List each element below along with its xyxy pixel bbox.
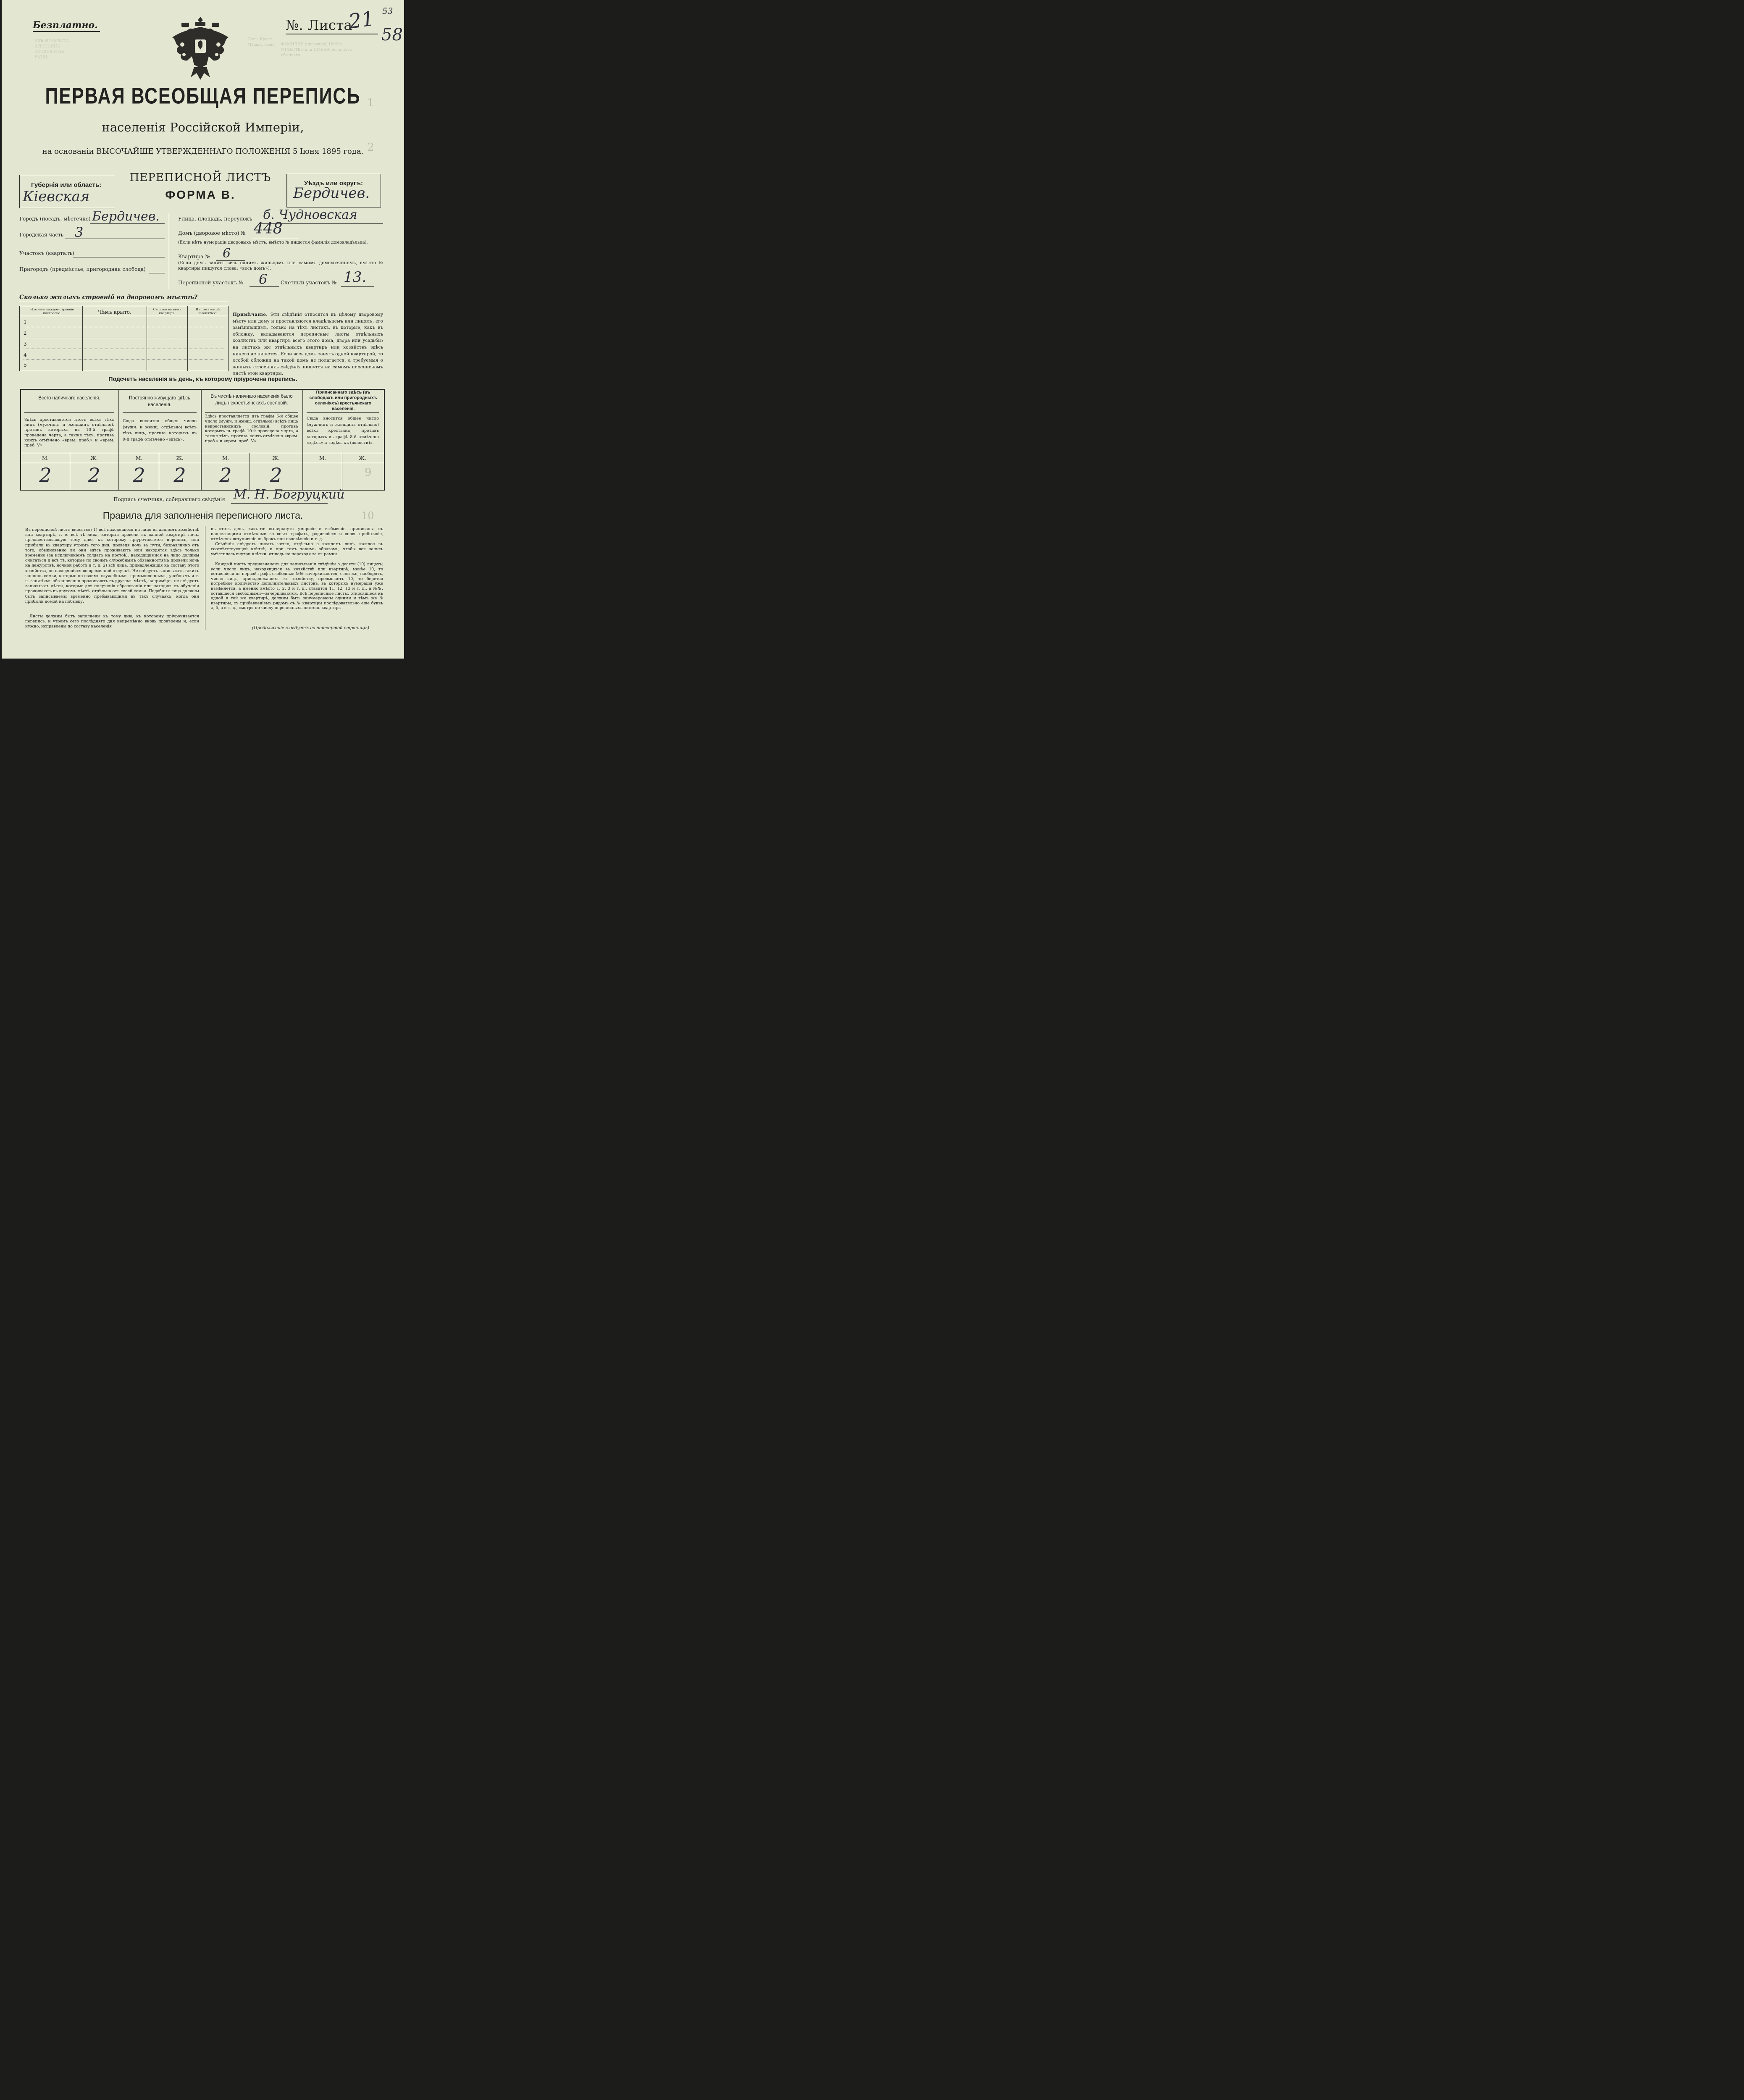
col1-m-label: М.	[42, 455, 49, 461]
count-col4-head: Приписаннаго здѣсь (въ слободахъ или пригородныхъ селеніяхъ) крестьянскаго населенія.	[309, 390, 377, 411]
note-block	[233, 312, 383, 377]
col3-f-label: Ж.	[272, 455, 280, 461]
count-col2-desc: Сюда вносится общее число (мужч. и женщ. отдѣльно) всѣхъ тѣхъ лицъ, противъ которыхъ въ 9-й графѣ отмѣчено «здѣсь».	[123, 419, 197, 442]
rules-right-para3: Каждый листъ предназначенъ для записыванія свѣдѣній о десяти (10) лицахъ; если число лицъ, находящихся въ хозяйствѣ или квартирѣ, менѣе 10, то оставшіеся въ первой графѣ свободные №№ зачеркиваются; если же, наоборотъ, число лицъ, принадлежащихъ къ хозяйству, превышаетъ 10, то берется потребное количество дополнительныхъ листовъ, въ которыхъ нумерація уже измѣняется, а именно вмѣсто 1, 2, 3 и т. д., ставится 11, 12, 13 и т. д., а №№, оставшіеся свободными—зачеркиваются. Всѣ переписные листы, относящіеся къ одной и той же квартирѣ, должны быть занумерованы одними и тѣмъ же № квартиры, съ прибавленіемъ рядомъ съ № квартиры послѣдовательно еще буквъ а, б, в и т. д., смотря по числу переписныхъ листовъ квартиры.	[211, 562, 383, 611]
count-title: Подсчетъ населенія въ день, къ которому пріурочена перепись.	[108, 375, 297, 382]
bleed-through-text: ИЗЪ ЕГО МѢСТА КРЕСТЬЯНЪ СОСЛОВІЯ ВЪ УѢЗДѢ	[34, 39, 69, 60]
quarter-label: Участокъ (кварталъ)	[19, 250, 74, 256]
rules-left-para2: Листы должны быть заполнены къ тому дню, къ которому пріурочивается перепись, и утромъ сего послѣдняго дня непремѣнно вновь провѣрены и, если нужно, исправлены по составу населенія	[25, 614, 199, 629]
suburb-label: Пригородъ (предмѣстье, пригородная слобода)	[19, 266, 146, 272]
form-type: ФОРМА В.	[165, 188, 236, 201]
bleed-row-number: 1	[367, 97, 374, 109]
house-note: (Если нѣтъ нумераціи дворовыхъ мѣстъ, вмѣсто № пишется фамилія домовладѣльца).	[178, 240, 368, 245]
col2-m-value[interactable]: 2	[133, 464, 145, 486]
count-head-underline	[123, 412, 197, 413]
col1-f-value[interactable]: 2	[88, 464, 100, 486]
note-text: Эти свѣдѣнія относятся къ цѣлому дворовому мѣсту или дому и проставляются владѣльцемъ или лицомъ, его замѣняющимъ, только на тѣхъ листахъ, въ которые, какъ въ обложку, вкладываются переписные листы отдѣльныхъ хозяйствъ или квартиръ всего этого дома, двора или усадьбы; на листахъ же отдѣльныхъ квартиръ или хозяйствъ здѣсь ничего не пишется. Если весь домъ занятъ одной квартирой, то особой обложки на такой домъ не полагается, а требуемыя о жилыхъ строеніяхъ свѣдѣнія пишутся на самомъ переписномъ листѣ этой квартиры.	[233, 312, 383, 376]
flat-value[interactable]: 6	[223, 246, 231, 261]
census-basis: на основаніи ВЫСОЧАЙШЕ УТВЕРЖДЕННАГО ПОЛОЖЕНІЯ 5 Іюня 1895 года.	[42, 147, 364, 156]
col4-f-label: Ж.	[359, 455, 366, 461]
bleed-row-number: 10	[361, 510, 374, 522]
rules-continued: (Продолженіе слѣдуетъ на четвертой страницѣ).	[252, 626, 371, 630]
buildings-row-number: 1	[24, 319, 27, 325]
house-value[interactable]: 448	[254, 220, 283, 237]
count-head-underline	[307, 412, 379, 413]
note-title: Примѣчаніе.	[233, 312, 268, 317]
col3-m-label: М.	[222, 455, 229, 461]
street-label: Улица, площадь, переулокъ	[178, 216, 252, 222]
count-col4-desc: Сюда вносится общее число (мужчинъ и женщинъ отдѣльно) всѣхъ крестьянъ, противъ которыхъ въ графѣ 8-й отмѣчено «здѣсь» и «здѣсь къ (волости)».	[307, 416, 379, 445]
counting-section-value[interactable]: 13.	[344, 269, 367, 286]
census-main-title: ПЕРВАЯ ВСЕОБЩАЯ ПЕРЕПИСЬ	[45, 83, 361, 109]
counting-section-line	[341, 286, 374, 287]
col3-m-value[interactable]: 2	[219, 464, 232, 486]
census-section-label: Переписной участокъ №	[178, 280, 244, 286]
rules-right-para1: въ этотъ день, какъ-то: вычеркнуты умершіе и выбывшіе, приписаны, съ надлежащими отмѣтками во всѣхъ графахъ, родившіеся и вновь прибывшіе, отмѣчены вступившіе въ бракъ или овдовѣвшіе и т. д.	[211, 527, 383, 541]
house-label: Домъ (дворовое мѣсто) №	[178, 230, 246, 236]
margin-note-top: 53	[382, 6, 393, 16]
free-label-underline	[33, 31, 100, 32]
province-value[interactable]: Кіевская	[23, 188, 90, 205]
census-subtitle: населенія Россійской Имперіи,	[102, 120, 304, 134]
imperial-eagle-emblem	[169, 14, 232, 81]
town-label: Городъ (посадъ, мѣстечко)	[19, 216, 91, 222]
margin-note-big: 58	[381, 25, 403, 45]
signature-label: Подпись счетчика, собиравшаго свѣдѣнія	[113, 496, 225, 502]
count-col2-head: Постоянно живущаго здѣсь населенія.	[129, 396, 191, 407]
county-value[interactable]: Бердичев.	[293, 185, 370, 202]
counting-section-label: Счетный участокъ №	[281, 280, 337, 286]
signature-value[interactable]: М. Н. Богруцкий	[234, 487, 345, 502]
count-col3-head: Въ числѣ наличнаго населенія было лицъ некрестьянскихъ сословій.	[210, 394, 293, 406]
col3-f-value[interactable]: 2	[270, 464, 282, 486]
count-head-underline	[205, 412, 298, 413]
col2-f-value[interactable]: 2	[173, 464, 186, 486]
bleed-row-number: 2	[367, 141, 374, 154]
col2-f-label: Ж.	[176, 455, 184, 461]
buildings-question: Сколько жилыхъ строеній на дворовомъ мѣстѣ?	[19, 294, 198, 301]
bleed-row-number: 9	[365, 466, 372, 479]
buildings-row-number: 3	[24, 341, 27, 347]
count-col3-desc: Здѣсь проставляется изъ графы 6-й общее число (мужч. и женщ. отдѣльно) всѣхъ лицъ некрестьянскихъ сословій, противъ которыхъ въ графѣ 10-й проведена черта, а также тѣхъ, противъ конхъ отмѣчено «врем. преб.» и «врем. преб. V».	[205, 414, 298, 444]
count-col1-desc: Здѣсь проставляется итогъ всѣхъ тѣхъ лицъ (мужчинъ и женщинъ отдѣльно), противъ которыхъ въ 10-й графѣ проведена черта, а также тѣхъ, противъ конхъ отмѣчено «врем. преб.» и «врем. преб. V».	[24, 417, 114, 448]
district-value[interactable]: 3	[75, 224, 84, 240]
col2-m-label: М.	[135, 455, 143, 461]
buildings-row-number: 2	[24, 330, 27, 336]
count-head-underline	[24, 412, 114, 413]
bleed-through-text: ФАМИЛИЯ (прозвище) ИМЯ и ОТЧЕСТВО или ИМЕНА, если нѣтъ обычнаго.	[281, 42, 352, 58]
census-section-value[interactable]: 6	[259, 271, 268, 287]
buildings-header-roof: Чѣмъ крыто.	[98, 309, 131, 315]
buildings-header-material: Изъ чего каждое строеніе построено.	[30, 307, 74, 315]
town-value[interactable]: Бердичев.	[92, 209, 160, 224]
district-label: Городская часть	[19, 232, 64, 238]
rules-right-para2: Свѣдѣнія слѣдуетъ писать четко, отдѣльно о каждомъ лицѣ, каждое въ соотвѣтствующей клѣткѣ, и при томъ такимъ образомъ, чтобы вся запись умѣстилась внутри клѣтки, отнюдь не переходя за ея рамки.	[211, 542, 383, 556]
rules-left-para: Въ переписной листъ вносятся: 1) всѣ находящіеся на лицо въ данномъ хозяйствѣ или квартирѣ, т. е. всѣ тѣ лица, которыя провели въ данной квартирѣ ночь, предшествовавшую тому дню, къ которому пріурочивается перепись, или прибыли въ квартиру утромъ того дня, проведя ночь въ пути, безразлично отъ того, обыкновенно ли они здѣсь проживаютъ или находятся здѣсь только временно (за исключеніемъ солдатъ на постоѣ); находящимися на лицо должны считаться и всѣ тѣ, которые по своимъ служебнымъ обязанностямъ провели ночь на дежурствѣ, ночной работѣ и т. п. 2) всѣ лица, принадлежащія къ составу этого хозяйства, но находящіяся во временной отлучкѣ. Не слѣдуетъ записывать такихъ членовъ семьи, которые по своимъ служебнымъ, промышленнымъ, учебнымъ и т. п. занятіямъ обыкновенно проживаютъ въ другомъ мѣстѣ, напримѣръ, не слѣдуетъ записывать дѣтей, которые для полученія образованія или находясь въ обученіи проживаютъ въ другомъ мѣстѣ, отдѣльно отъ своей семьи. Подобныя лица должны быть записываемы временно пребывающими въ тѣхъ случаяхъ, когда они прибыли домой на побывку.	[25, 528, 199, 604]
count-col-divider	[302, 389, 303, 490]
buildings-header-vacant: Въ томъ числѣ незанятыхъ.	[196, 307, 220, 315]
signature-line	[231, 503, 328, 504]
sheet-number-value: 21	[347, 7, 376, 34]
col4-m-label: М.	[319, 455, 326, 461]
buildings-row-number: 4	[24, 352, 27, 358]
form-name: ПЕРЕПИСНОЙ ЛИСТЪ	[129, 171, 271, 184]
bleed-through-text: Поль. Крест. Мѣщан. Звані	[247, 37, 275, 47]
flat-label: Квартира №	[178, 254, 210, 260]
census-sheet	[2, 0, 404, 659]
col1-f-label: Ж.	[90, 455, 98, 461]
free-label: Безплатно.	[33, 20, 98, 31]
sheet-number-label: №. Листа	[286, 17, 352, 33]
province-label: Губернія или область:	[31, 181, 102, 189]
col1-m-value[interactable]: 2	[39, 464, 52, 486]
count-col1-head: Всего наличнаго населенія.	[38, 396, 100, 401]
rules-title: Правила для заполненія переписного листа.	[102, 510, 303, 521]
county-label: Уѣздъ или округъ:	[304, 180, 363, 187]
street-value[interactable]: б. Чудновская	[263, 207, 357, 222]
buildings-row-number: 5	[24, 362, 27, 368]
flat-note: (Если домъ занятъ весь однимъ жильцомъ или самимъ домохозяиномъ, вмѣсто № квартиры пишутся слова: «весь домъ»).	[178, 260, 383, 271]
buildings-header-flats: Сколько въ немъ квартиръ.	[153, 307, 181, 315]
